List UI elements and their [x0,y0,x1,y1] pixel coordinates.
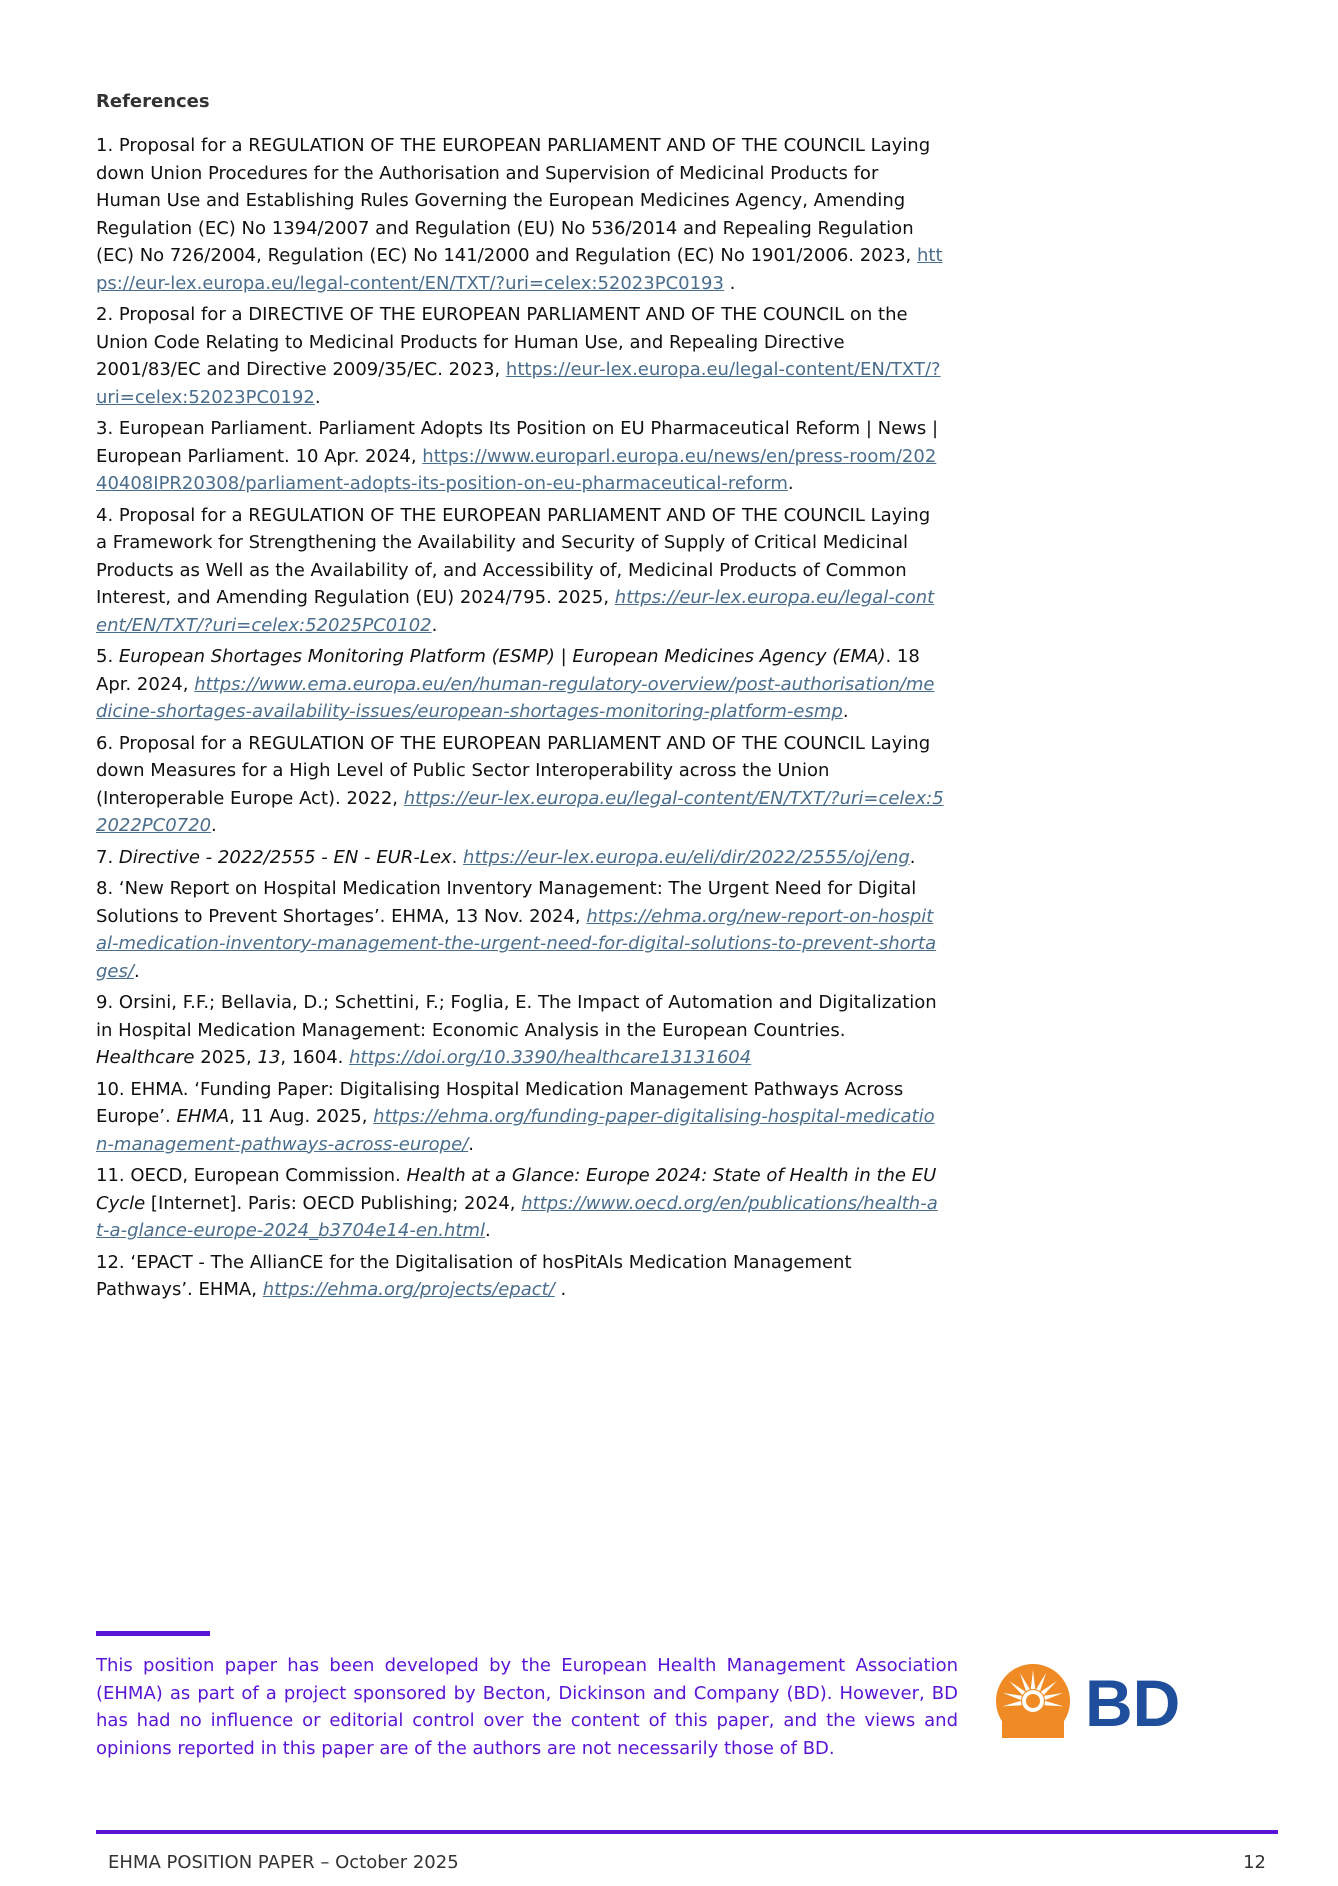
reference-item: 11. OECD, European Commission. Health at a Glance: Europe 2024: State of Health in the EU Cycle [Internet]. Paris: OECD Publishing; 2024, https://www.oecd.org/en/publications/health-at-a-glance-europe-2024_b3704e14-en.html. [96,1165,938,1241]
reference-item: 3. European Parliament. Parliament Adopts Its Position on EU Pharmaceutical Reform | News | European Parliament. 10 Apr. 2024, https://www.europarl.europa.eu/news/en/press-room/20240408IPR20308/parliament-adopts-its-position-on-eu-pharmaceutical-reform. [96,418,939,494]
reference-volume: 13 [257,1047,281,1068]
reference-link[interactable]: https://www.oecd.org/en/publications/health-at-a-glance-europe-2024_b3704e14-en.html [96,1192,938,1241]
reference-item: 12. ‘EPACT - The AllianCE for the Digitalisation of hosPitAls Medication Management Pathways’. EHMA, https://ehma.org/projects/epact/ . [96,1251,852,1300]
reference-item: 4. Proposal for a REGULATION OF THE EUROPEAN PARLIAMENT AND OF THE COUNCIL Laying a Framework for Strengthening the Availability and Security of Supply of Critical Medicinal Products as Well as the Availability of, and Accessibility of, Medicinal Products of Common Interest, and Amending Regulation (EU) 2024/795. 2025, https://eur-lex.europa.eu/legal-content/EN/TXT/?uri=celex:52025PC0102. [96,504,935,636]
reference-link[interactable]: https://doi.org/10.3390/healthcare13131604 [349,1047,752,1068]
reference-title: Health at a Glance: Europe 2024: State of Health in the EU Cycle [96,1165,937,1214]
reference-item: 1. Proposal for a REGULATION OF THE EUROPEAN PARLIAMENT AND OF THE COUNCIL Laying down Union Procedures for the Authorisation and Supervision of Medicinal Products for Human Use and Establishing Rules Governing the European Medicines Agency, Amending Regulation (EC) No 1394/2007 and Regulation (EU) No 536/2014 and Repealing Regulation (EC) No 726/2004, Regulation (EC) No 141/2000 and Regulation (EC) No 1901/2006. 2023, https://eur-lex.europa.eu/legal-content/EN/TXT/?uri=celex:52023PC0193 . [96,135,943,294]
reference-link[interactable]: https://eur-lex.europa.eu/legal-content/EN/TXT/?uri=celex:52022PC0720 [96,787,944,836]
references-heading: References [96,91,210,112]
reference-link[interactable]: https://ehma.org/projects/epact/ [262,1279,555,1300]
reference-link[interactable]: https://www.ema.europa.eu/en/human-regulatory-overview/post-authorisation/medicine-shortages-availability-issues/european-shortages-monitoring-platform-esmp [96,673,935,722]
footer-rule [96,1830,1278,1834]
page-number: 12 [1243,1852,1266,1873]
reference-link[interactable]: https://www.europarl.europa.eu/news/en/press-room/20240408IPR20308/parliament-adopts-its-position-on-eu-pharmaceutical-reform [96,445,937,494]
reference-link[interactable]: https://ehma.org/new-report-on-hospital-medication-inventory-management-the-urgent-need-for-digital-solutions-to-prevent-shortages/ [96,905,937,982]
reference-item: 6. Proposal for a REGULATION OF THE EUROPEAN PARLIAMENT AND OF THE COUNCIL Laying down Measures for a High Level of Public Sector Interoperability across the Union (Interoperable Europe Act). 2022, https://eur-lex.europa.eu/legal-content/EN/TXT/?uri=celex:52022PC0720. [96,732,944,836]
reference-item: 10. EHMA. ‘Funding Paper: Digitalising Hospital Medication Management Pathways Across Europe’. EHMA, 11 Aug. 2025, https://ehma.org/funding-paper-digitalising-hospital-medication-management-pathways-across-europe/. [96,1078,935,1155]
reference-link[interactable]: https://eur-lex.europa.eu/legal-content/EN/TXT/?uri=celex:52025PC0102 [96,587,935,636]
references-section [96,90,944,1308]
reference-link[interactable]: https://eur-lex.europa.eu/legal-content/EN/TXT/?uri=celex:52023PC0192 [96,359,941,408]
bd-sun-icon [996,1664,1070,1739]
reference-link[interactable]: https://eur-lex.europa.eu/legal-content/EN/TXT/?uri=celex:52023PC0193 [96,245,943,294]
reference-item: 7. Directive - 2022/2555 - EN - EUR-Lex. https://eur-lex.europa.eu/eli/dir/2022/2555/oj/eng. [96,846,916,868]
reference-link[interactable]: https://eur-lex.europa.eu/eli/dir/2022/2555/oj/eng [463,846,910,868]
reference-item: 2. Proposal for a DIRECTIVE OF THE EUROPEAN PARLIAMENT AND OF THE COUNCIL on the Union Code Relating to Medicinal Products for Human Use, and Repealing Directive 2001/83/EC and Directive 2009/35/EC. 2023, https://eur-lex.europa.eu/legal-content/EN/TXT/?uri=celex:52023PC0192. [96,304,941,408]
reference-item: 5. European Shortages Monitoring Platform (ESMP) | European Medicines Agency (EMA). 18 Apr. 2024, https://www.ema.europa.eu/en/human-regulatory-overview/post-authorisation/medicine-shortages-availability-issues/european-shortages-monitoring-platform-esmp. [96,646,935,722]
reference-item: 8. ‘New Report on Hospital Medication Inventory Management: The Urgent Need for Digital Solutions to Prevent Shortages’. EHMA, 13 Nov. 2024, https://ehma.org/new-report-on-hospital-medication-inventory-management-the-urgent-need-for-digital-solutions-to-prevent-shortages/. [96,878,937,982]
bd-logo [993,1658,1193,1744]
reference-journal: EHMA [176,1106,230,1127]
sponsor-disclaimer: This position paper has been developed by the European Health Management Association (EHMA) as part of a project sponsored by Becton, Dickinson and Company (BD). However, BD has had no influence or editorial control over the content of this paper, and the views and opinions reported in this paper are of the authors are not necessarily those of BD. [96,1655,958,1759]
reference-title: Directive - 2022/2555 - EN - EUR-Lex [118,846,452,868]
disclaimer-accent-rule [96,1631,210,1636]
reference-title: European Shortages Monitoring Platform (ESMP) | European Medicines Agency (EMA) [118,646,886,667]
reference-item: 9. Orsini, F.F.; Bellavia, D.; Schettini, F.; Foglia, E. The Impact of Automation and Digitalization in Hospital Medication Management: Economic Analysis in the European Countries. Healthcare 2025, 13, 1604. https://doi.org/10.3390/healthcare13131604 [96,992,937,1068]
reference-link[interactable]: https://ehma.org/funding-paper-digitalising-hospital-medication-management-pathways-across-europe/ [96,1106,935,1155]
footer-document-title: EHMA POSITION PAPER – October 2025 [108,1852,459,1873]
reference-journal: Healthcare [96,1047,195,1068]
bd-logo-text: BD [1085,1666,1181,1740]
